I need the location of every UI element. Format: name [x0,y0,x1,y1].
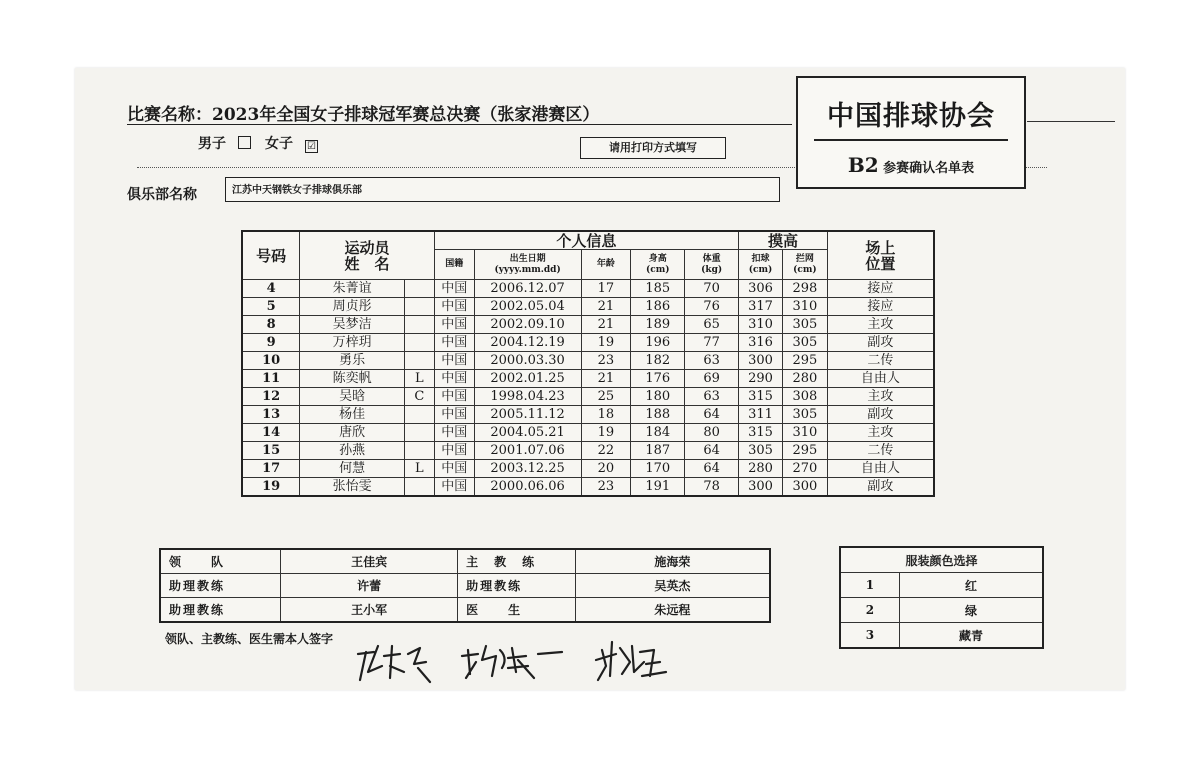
staff-name-left: 许蕾 [281,574,458,598]
roster-row [242,298,934,316]
roster-cell-spike: 290 [739,370,783,388]
staff-row [160,598,770,623]
roster-cell-spike: 316 [739,334,783,352]
competition-title: 比赛名称：2023年全国女子排球冠军赛总决赛（张家港赛区） [127,105,600,125]
roster-cell-name: 陈奕帆 [300,370,405,388]
roster-cell-spike: 317 [739,298,783,316]
roster-row [242,280,934,298]
roster-cell-weight: 76 [685,298,739,316]
roster-cell-spike: 300 [739,352,783,370]
roster-cell-nat: 中国 [434,388,474,406]
roster-cell-age: 22 [581,442,631,460]
roster-cell-dob: 1998.04.23 [474,388,581,406]
roster-cell-no: 11 [242,370,300,388]
roster-cell-height: 170 [631,460,685,478]
roster-cell-pos: 接应 [827,280,934,298]
roster-cell-weight: 70 [685,280,739,298]
roster-cell-pos: 自由人 [827,370,934,388]
roster-cell-role [404,352,434,370]
roster-cell-spike: 315 [739,424,783,442]
roster-cell-block: 295 [782,442,827,460]
roster-cell-nat: 中国 [434,424,474,442]
staff-name-right: 施海荣 [575,549,770,574]
signature-note: 领队、主教练、医生需本人签字 [165,632,334,646]
roster-cell-block: 305 [782,334,827,352]
roster-cell-weight: 69 [685,370,739,388]
roster-row [242,370,934,388]
roster-cell-height: 182 [631,352,685,370]
staff-name-right: 吴英杰 [575,574,770,598]
roster-cell-nat: 中国 [434,316,474,334]
roster-cell-weight: 78 [685,478,739,497]
roster-cell-age: 21 [581,316,631,334]
roster-cell-spike: 315 [739,388,783,406]
roster-cell-pos: 二传 [827,352,934,370]
header-athlete-name: 运动员 姓 名 [300,231,434,280]
uniform-no: 2 [840,598,899,623]
roster-cell-block: 310 [782,424,827,442]
roster-cell-no: 8 [242,316,300,334]
roster-cell-spike: 310 [739,316,783,334]
roster-cell-no: 13 [242,406,300,424]
roster-cell-block: 295 [782,352,827,370]
roster-cell-nat: 中国 [434,370,474,388]
roster-cell-height: 187 [631,442,685,460]
roster-cell-weight: 64 [685,442,739,460]
roster-cell-age: 19 [581,424,631,442]
org-name: 中国排球协会 [827,101,995,132]
roster-cell-role: C [404,388,434,406]
roster-cell-name: 周贞彤 [300,298,405,316]
signature-leader [358,646,430,682]
roster-cell-age: 19 [581,334,631,352]
roster-cell-spike: 280 [739,460,783,478]
uniform-color: 红 [899,573,1043,598]
header-reach: 摸高 [739,231,828,250]
uniform-color-table [839,546,1044,649]
uniform-no: 3 [840,623,899,649]
roster-cell-block: 305 [782,316,827,334]
roster-cell-role [404,406,434,424]
roster-cell-height: 180 [631,388,685,406]
roster-cell-height: 188 [631,406,685,424]
roster-cell-name: 孙燕 [300,442,405,460]
roster-cell-name: 勇乐 [300,352,405,370]
staff-role-right: 主 教 练 [458,549,576,574]
uniform-color: 藏青 [899,623,1043,649]
uniform-color-body [840,547,1043,648]
staff-role-right: 助理教练 [458,574,576,598]
roster-cell-pos: 接应 [827,298,934,316]
roster-row [242,406,934,424]
roster-cell-age: 21 [581,298,631,316]
roster-cell-weight: 64 [685,406,739,424]
roster-cell-nat: 中国 [434,406,474,424]
roster-cell-age: 23 [581,478,631,497]
header-position: 场上 位置 [827,231,934,280]
staff-role-left: 领 队 [160,549,281,574]
roster-cell-dob: 2005.11.12 [474,406,581,424]
roster-cell-no: 15 [242,442,300,460]
roster-row [242,478,934,497]
roster-cell-no: 9 [242,334,300,352]
roster-cell-role [404,478,434,497]
roster-cell-role [404,298,434,316]
roster-cell-role [404,280,434,298]
roster-cell-height: 184 [631,424,685,442]
roster-cell-name: 唐欣 [300,424,405,442]
roster-cell-height: 186 [631,298,685,316]
roster-body [242,280,934,497]
gender-men-label: 男子 [198,136,226,152]
roster-cell-pos: 主攻 [827,424,934,442]
staff-row [160,549,770,574]
roster-cell-name: 朱菁谊 [300,280,405,298]
staff-body [160,549,770,622]
roster-cell-age: 20 [581,460,631,478]
title-underline [127,124,792,125]
roster-cell-spike: 305 [739,442,783,460]
roster-row [242,316,934,334]
roster-cell-pos: 自由人 [827,460,934,478]
org-header-box [796,76,1026,189]
uniform-color-row [840,623,1043,649]
club-name-field[interactable]: 江苏中天钢铁女子排球俱乐部 [225,177,780,202]
roster-cell-age: 25 [581,388,631,406]
roster-cell-weight: 80 [685,424,739,442]
org-divider [814,139,1008,141]
uniform-color-title: 服装颜色选择 [840,547,1043,573]
staff-role-left: 助理教练 [160,598,281,623]
roster-cell-nat: 中国 [434,352,474,370]
gender-women-checkbox[interactable]: ☑ [305,140,318,153]
roster-cell-weight: 65 [685,316,739,334]
roster-row [242,334,934,352]
roster-cell-age: 21 [581,370,631,388]
roster-cell-dob: 2002.01.25 [474,370,581,388]
header-personal-info: 个人信息 [434,231,738,250]
roster-row [242,388,934,406]
roster-cell-age: 17 [581,280,631,298]
roster-cell-weight: 63 [685,352,739,370]
header-height: 身高 (cm) [631,250,685,280]
roster-cell-block: 298 [782,280,827,298]
roster-cell-name: 万梓玥 [300,334,405,352]
roster-cell-no: 5 [242,298,300,316]
signature-head-coach [462,646,562,678]
staff-row [160,574,770,598]
roster-cell-block: 310 [782,298,827,316]
roster-cell-dob: 2000.03.30 [474,352,581,370]
roster-cell-role: L [404,460,434,478]
roster-cell-role [404,316,434,334]
header-number: 号码 [242,231,300,280]
uniform-no: 1 [840,573,899,598]
roster-cell-height: 185 [631,280,685,298]
roster-cell-height: 196 [631,334,685,352]
uniform-color-row [840,573,1043,598]
club-name-label: 俱乐部名称 [127,187,197,203]
roster-cell-block: 280 [782,370,827,388]
roster-cell-spike: 300 [739,478,783,497]
form-title-text: 参赛确认名单表 [883,161,975,176]
gender-selection [198,133,332,153]
roster-table [241,230,935,497]
staff-table [159,548,771,623]
roster-cell-pos: 主攻 [827,316,934,334]
uniform-color: 绿 [899,598,1043,623]
gender-men-checkbox[interactable] [238,136,251,149]
staff-name-right: 朱远程 [575,598,770,623]
roster-cell-dob: 2002.05.04 [474,298,581,316]
roster-cell-height: 176 [631,370,685,388]
uniform-color-row [840,598,1043,623]
roster-cell-name: 何慧 [300,460,405,478]
signature-doctor [596,642,666,680]
roster-cell-pos: 副攻 [827,334,934,352]
roster-cell-role [404,334,434,352]
roster-cell-block: 270 [782,460,827,478]
roster-cell-weight: 77 [685,334,739,352]
roster-row [242,352,934,370]
roster-cell-nat: 中国 [434,298,474,316]
roster-cell-dob: 2000.06.06 [474,478,581,497]
form-title [798,153,1024,177]
roster-cell-name: 吴梦洁 [300,316,405,334]
roster-cell-no: 12 [242,388,300,406]
roster-cell-dob: 2004.12.19 [474,334,581,352]
roster-cell-weight: 63 [685,388,739,406]
roster-cell-nat: 中国 [434,442,474,460]
roster-cell-role: L [404,370,434,388]
roster-cell-no: 4 [242,280,300,298]
roster-cell-no: 17 [242,460,300,478]
header-nationality: 国籍 [434,250,474,280]
roster-cell-dob: 2003.12.25 [474,460,581,478]
roster-cell-height: 189 [631,316,685,334]
roster-cell-pos: 主攻 [827,388,934,406]
staff-name-left: 王佳宾 [281,549,458,574]
roster-cell-no: 10 [242,352,300,370]
roster-cell-pos: 二传 [827,442,934,460]
roster-cell-no: 14 [242,424,300,442]
roster-cell-spike: 311 [739,406,783,424]
header-block: 拦网 (cm) [782,250,827,280]
roster-cell-nat: 中国 [434,460,474,478]
roster-cell-name: 张怡雯 [300,478,405,497]
handwritten-signatures [340,632,680,688]
roster-row [242,424,934,442]
roster-cell-pos: 副攻 [827,406,934,424]
roster-cell-dob: 2004.05.21 [474,424,581,442]
roster-cell-block: 305 [782,406,827,424]
roster-cell-height: 191 [631,478,685,497]
roster-cell-name: 杨佳 [300,406,405,424]
roster-cell-age: 18 [581,406,631,424]
roster-cell-dob: 2006.12.07 [474,280,581,298]
staff-role-left: 助理教练 [160,574,281,598]
staff-name-left: 王小军 [281,598,458,623]
roster-cell-no: 19 [242,478,300,497]
print-instruction-box: 请用打印方式填写 [580,137,726,159]
roster-cell-age: 23 [581,352,631,370]
roster-cell-weight: 64 [685,460,739,478]
roster-cell-nat: 中国 [434,334,474,352]
roster-cell-spike: 306 [739,280,783,298]
header-rule [1027,121,1115,122]
roster-cell-dob: 2002.09.10 [474,316,581,334]
roster-cell-name: 吴晗 [300,388,405,406]
roster-cell-role [404,424,434,442]
header-weight: 体重 (kg) [685,250,739,280]
header-spike: 扣球 (cm) [739,250,783,280]
staff-role-right: 医 生 [458,598,576,623]
header-age: 年龄 [581,250,631,280]
roster-cell-block: 308 [782,388,827,406]
roster-row [242,442,934,460]
roster-cell-role [404,442,434,460]
roster-row [242,460,934,478]
roster-cell-block: 300 [782,478,827,497]
roster-cell-pos: 副攻 [827,478,934,497]
form-code: B2 [847,153,879,177]
header-birth-date: 出生日期 (yyyy.mm.dd) [474,250,581,280]
roster-cell-dob: 2001.07.06 [474,442,581,460]
roster-cell-nat: 中国 [434,280,474,298]
gender-women-label: 女子 [265,136,293,152]
roster-cell-nat: 中国 [434,478,474,497]
